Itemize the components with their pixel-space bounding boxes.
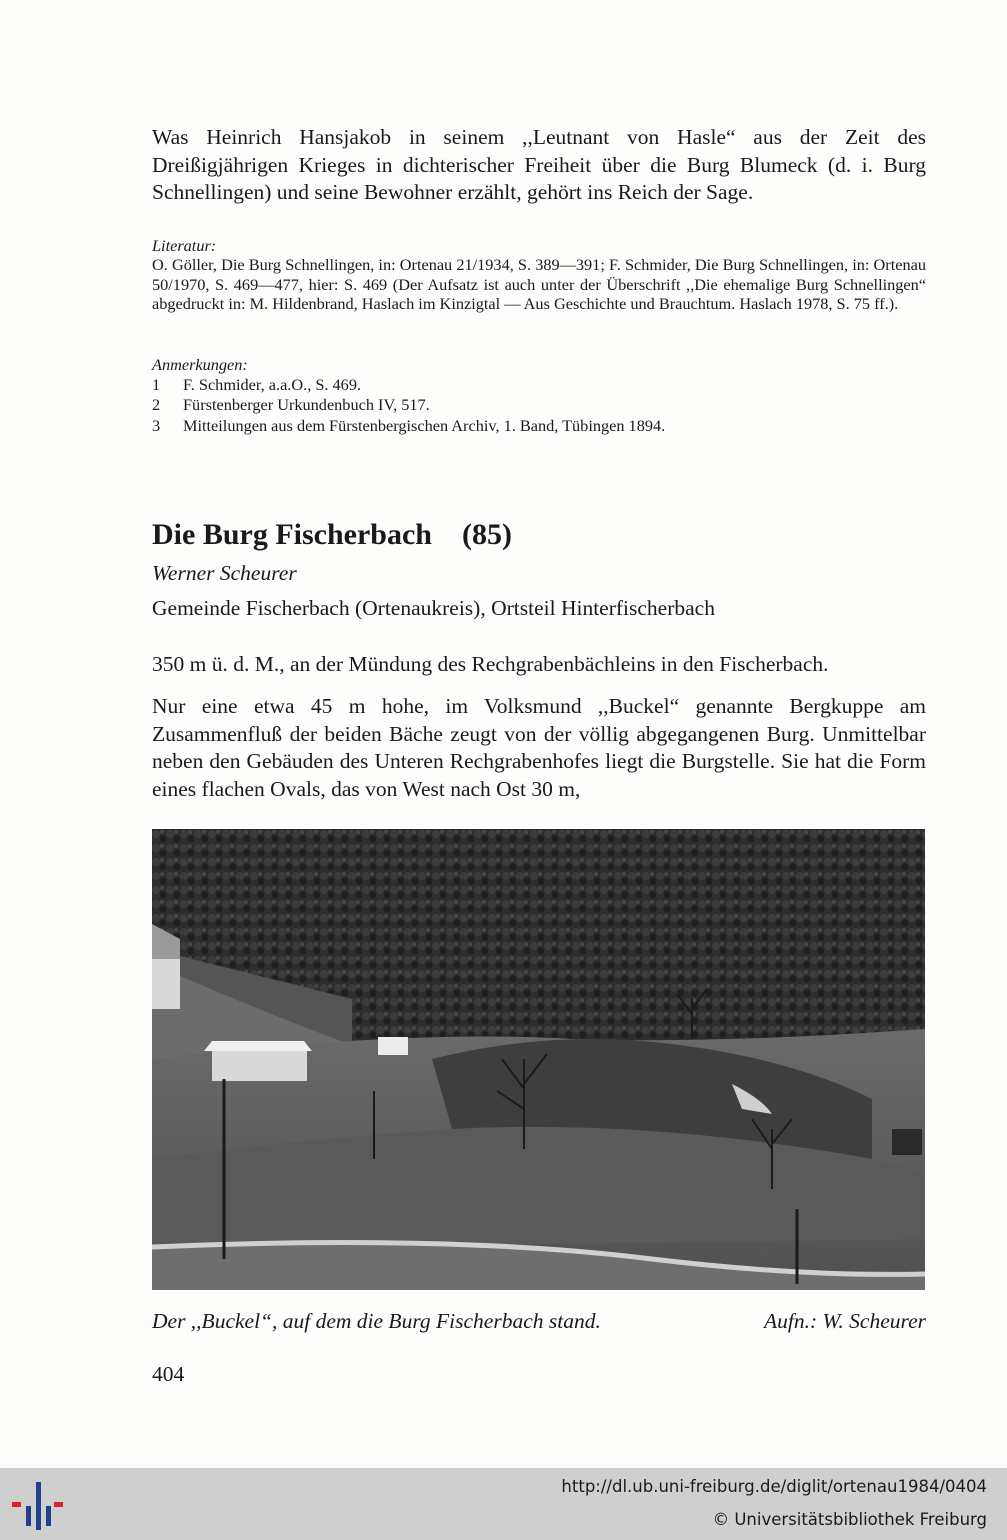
literature-text: O. Göller, Die Burg Schnellingen, in: Ortenau 21/1934, S. 389—391; F. Schmider, Die Burg Schnellingen, in: Ortenau 50/1970, S. 469—477, hier: S. 469 (Der Aufsatz ist auch unter der Überschrift ,,Die ehemalige Burg Schnellingen“ abgedruckt in: M. Hildenbrand, Haslach im Kinzigtal — Aus Geschichte und Brauchtum. Haslach 1978, S. 75 ff.). bbox=[152, 255, 926, 314]
note-number: 3 bbox=[152, 415, 161, 435]
note-item bbox=[152, 375, 926, 395]
copyright-notice: © Universitätsbibliothek Freiburg bbox=[712, 1510, 987, 1529]
notes-section bbox=[152, 355, 926, 436]
location-text: 350 m ü. d. M., an der Mündung des Rechgrabenbächleins in den Fischerbach. bbox=[152, 652, 829, 676]
document-url-link[interactable]: http://dl.ub.uni-freiburg.de/diglit/ortenau1984/0404 bbox=[561, 1477, 987, 1496]
intro-paragraph bbox=[152, 124, 926, 207]
photo-caption-row bbox=[152, 1306, 926, 1336]
literature-heading: Literatur: bbox=[152, 236, 217, 255]
note-text: Fürstenberger Urkundenbuch IV, 517. bbox=[183, 395, 430, 415]
photo-caption: Der ,,Buckel“, auf dem die Burg Fischerbach stand. bbox=[152, 1309, 601, 1333]
intro-text: Was Heinrich Hansjakob in seinem ,,Leutnant von Hasle“ aus der Zeit des Dreißigjährigen Krieges in dichterischer Freiheit über die Burg Blumeck (d. i. Burg Schnellingen) und seine Bewohner erzählt, gehört ins Reich der Sage. bbox=[152, 125, 926, 204]
landscape-photo bbox=[152, 829, 925, 1290]
article-title bbox=[152, 515, 926, 555]
article-number: (85) bbox=[461, 518, 512, 551]
notes-heading: Anmerkungen: bbox=[152, 355, 248, 374]
photo-illustration bbox=[152, 829, 925, 1290]
literature-section bbox=[152, 236, 926, 314]
article-commune: Gemeinde Fischerbach (Ortenaukreis), Ortsteil Hinterfischerbach bbox=[152, 596, 715, 620]
note-item bbox=[152, 395, 926, 415]
page-number: 404 bbox=[152, 1362, 185, 1386]
note-number: 1 bbox=[152, 375, 161, 395]
note-text: F. Schmider, a.a.O., S. 469. bbox=[183, 375, 362, 395]
note-text: Mitteilungen aus dem Fürstenbergischen Archiv, 1. Band, Tübingen 1894. bbox=[183, 415, 666, 435]
photo-credit: Aufn.: W. Scheurer bbox=[763, 1309, 926, 1333]
ub-freiburg-logo-icon bbox=[12, 1480, 64, 1532]
article-title-text: Die Burg Fischerbach bbox=[152, 518, 432, 551]
note-item bbox=[152, 416, 926, 436]
note-number: 2 bbox=[152, 395, 161, 415]
article-body bbox=[152, 693, 926, 804]
article-location bbox=[152, 650, 926, 678]
viewer-footer bbox=[0, 1468, 1007, 1540]
article-author: Werner Scheurer bbox=[152, 561, 297, 585]
body-text: Nur eine etwa 45 m hohe, im Volksmund ,,Buckel“ genannte Bergkuppe am Zusammenfluß der beiden Bäche zeugt von der völlig abgegangenen Burg. Unmittelbar neben den Gebäuden des Unteren Rechgrabenhofes liegt die Burgstelle. Sie hat die Form eines flachen Ovals, das von West nach Ost 30 m, bbox=[152, 694, 926, 802]
